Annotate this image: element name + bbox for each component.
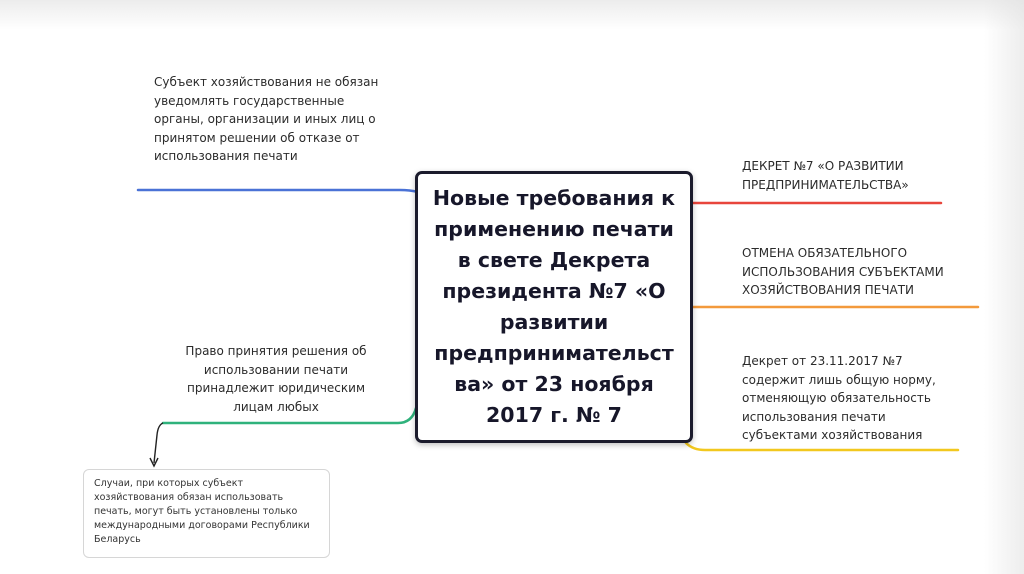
sub-card-connector — [154, 423, 163, 463]
sub-topic-card[interactable] — [83, 469, 330, 558]
branch-note-left-bottom[interactable]: Право принятия решения об использовании печати принадлежит юридическим лицам любых — [185, 344, 367, 414]
branch-note-right-1[interactable]: ДЕКРЕТ №7 «О РАЗВИТИИ ПРЕДПРИНИМАТЕЛЬСТВА» — [742, 159, 909, 192]
branch-note-right-3[interactable]: Декрет от 23.11.2017 №7 содержит лишь общую норму, отменяющую обязательность использования печати субъектами хозяйствования — [742, 354, 936, 442]
sub-topic-card-text: Случаи, при которых субъект хозяйствования обязан использовать печать, могут быть установлены только международными договорами Республики Беларусь — [94, 478, 310, 545]
branch-note-left-top[interactable]: Субъект хозяйствования не обязан уведомлять государственные органы, организации и иных лиц о принятом решении об отказе от использования печати — [154, 75, 379, 163]
central-topic-text: Новые требования к применению печати в свете Декрета президента №7 «О развитии предпринимательст ва» от 23 ноября 2017 г. № 7 — [432, 186, 676, 427]
branch-line-left-top — [138, 190, 418, 192]
branch-note-right-2[interactable]: ОТМЕНА ОБЯЗАТЕЛЬНОГО ИСПОЛЬЗОВАНИЯ СУБЪЕКТАМИ ХОЗЯЙСТВОВАНИЯ ПЕЧАТИ — [742, 246, 944, 297]
central-topic-node[interactable] — [415, 171, 693, 443]
